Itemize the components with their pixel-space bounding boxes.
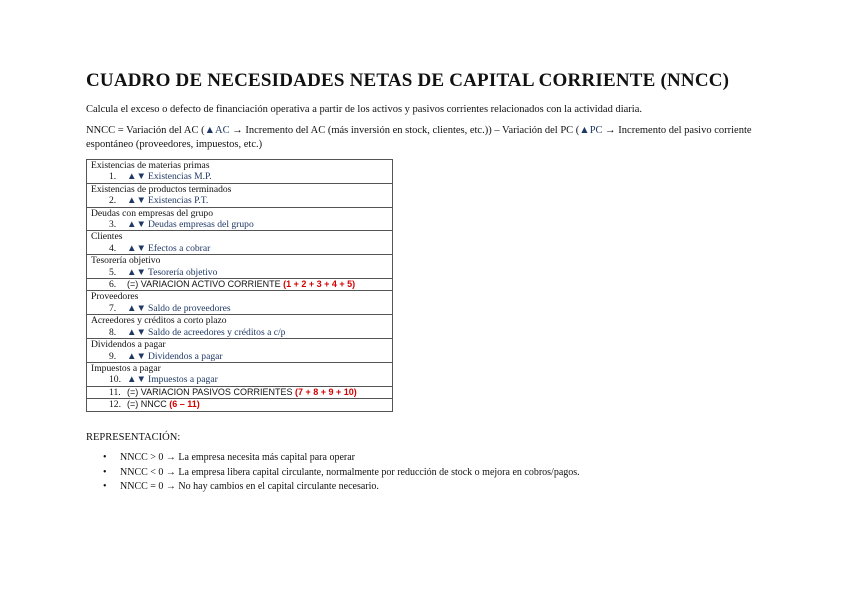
- table-row: [87, 315, 393, 339]
- up-down-arrows-icon: ▲▼: [127, 326, 146, 338]
- definition-lead: NNCC = Variación del AC (: [86, 125, 205, 136]
- row-label: (=) NNCC: [127, 399, 170, 410]
- definition-ac-text: → Incremento del AC (más inversión en stock, clientes, etc.)) – Variación del PC (: [229, 125, 580, 136]
- table-row: [87, 160, 393, 184]
- row-category: Acreedores y créditos a corto plazo: [91, 315, 227, 327]
- table-row: [87, 231, 393, 255]
- table-row: [87, 183, 393, 207]
- row-label: Impuestos a pagar: [148, 374, 218, 386]
- table-row: [87, 291, 393, 315]
- representation-list: [86, 452, 580, 496]
- row-number: 7.: [109, 302, 117, 314]
- table-row: [87, 339, 393, 363]
- list-item: [86, 481, 580, 496]
- nncc-table: [86, 159, 393, 412]
- table-row: [87, 362, 393, 386]
- row-category: Existencias de materias primas: [91, 160, 210, 171]
- row-category: Impuestos a pagar: [91, 362, 161, 374]
- row-label: (=) VARIACION PASIVOS CORRIENTES: [127, 386, 295, 397]
- row-item: [91, 243, 388, 254]
- up-down-arrows-icon: ▲▼: [127, 171, 146, 183]
- row-item: [91, 399, 388, 410]
- up-down-arrows-icon: ▲▼: [127, 195, 146, 207]
- row-number: 8.: [109, 326, 117, 338]
- row-number: 11.: [109, 386, 121, 398]
- row-label: Dividendos a pagar: [148, 350, 223, 362]
- table-cell: [87, 399, 393, 411]
- bullet-icon: •: [103, 481, 107, 492]
- table-cell: [87, 339, 393, 363]
- table-cell: [87, 291, 393, 315]
- row-number: 5.: [109, 266, 117, 278]
- page-title: CUADRO DE NECESIDADES NETAS DE CAPITAL CORRIENTE (NNCC): [86, 70, 730, 91]
- row-number: 2.: [109, 195, 117, 207]
- intro-text: Calcula el exceso o defecto de financiación operativa a partir de los activos y pasivos corrientes relacionados con la actividad diaria.: [86, 104, 642, 115]
- row-item: [91, 387, 388, 398]
- table-row: [87, 279, 393, 291]
- row-number: 10.: [109, 374, 121, 386]
- row-label: (=) VARIACION ACTIVO CORRIENTE: [127, 279, 284, 290]
- row-formula: (6 – 11): [169, 399, 200, 410]
- row-number: 4.: [109, 242, 117, 254]
- table-cell: [87, 207, 393, 231]
- row-label: Saldo de proveedores: [148, 302, 231, 314]
- row-number: 6.: [109, 279, 117, 291]
- row-number: 3.: [109, 219, 117, 231]
- pc-increase-symbol: ▲PC: [579, 125, 603, 136]
- row-label: Existencias P.T.: [148, 195, 209, 207]
- rule-zero: NNCC = 0 → No hay cambios en el capital circulante necesario.: [120, 481, 379, 492]
- table-row: [87, 399, 393, 411]
- nncc-table-body: [87, 160, 393, 412]
- row-category: Proveedores: [91, 291, 139, 303]
- row-category: Tesorería objetivo: [91, 255, 161, 267]
- table-cell: [87, 183, 393, 207]
- table-cell: [87, 362, 393, 386]
- row-item: [91, 327, 388, 338]
- row-item: [91, 219, 388, 230]
- up-down-arrows-icon: ▲▼: [127, 242, 146, 254]
- row-item: [91, 267, 388, 278]
- up-down-arrows-icon: ▲▼: [127, 219, 146, 231]
- rule-negative: NNCC < 0 → La empresa libera capital circulante, normalmente por reducción de stock o mejora en cobros/pagos.: [120, 466, 580, 478]
- row-formula: (7 + 8 + 9 + 10): [294, 386, 357, 397]
- up-down-arrows-icon: ▲▼: [127, 302, 146, 314]
- row-label: Saldo de acreedores y créditos a c/p: [148, 326, 286, 338]
- bullet-icon: •: [103, 466, 107, 478]
- row-item: [91, 195, 388, 206]
- rule-positive: NNCC > 0 → La empresa necesita más capital para operar: [120, 452, 355, 463]
- row-category: Clientes: [91, 231, 123, 243]
- table-row: [87, 207, 393, 231]
- list-item: [86, 452, 580, 467]
- up-down-arrows-icon: ▲▼: [127, 266, 146, 278]
- row-category: Dividendos a pagar: [91, 339, 166, 351]
- row-category: Existencias de productos terminados: [91, 183, 232, 195]
- list-item: [86, 467, 580, 482]
- row-item: [91, 351, 388, 362]
- row-label: Efectos a cobrar: [148, 242, 211, 254]
- up-down-arrows-icon: ▲▼: [127, 374, 146, 386]
- row-item: [91, 303, 388, 314]
- row-label: Deudas empresas del grupo: [148, 219, 254, 231]
- table-cell: [87, 386, 393, 398]
- row-label: Existencias M.P.: [148, 171, 212, 183]
- row-formula: (1 + 2 + 3 + 4 + 5): [283, 279, 356, 290]
- row-number: 1.: [109, 171, 117, 183]
- row-label: Tesorería objetivo: [148, 266, 218, 278]
- row-item: [91, 171, 388, 182]
- row-category: Deudas con empresas del grupo: [91, 207, 214, 219]
- table-row: [87, 386, 393, 398]
- representation-heading: REPRESENTACIÓN:: [86, 432, 181, 443]
- table-cell: [87, 279, 393, 291]
- definition-pc-text: → Incremento del pasivo corriente espontáneo (proveedores, impuestos, etc.): [86, 125, 752, 150]
- table-cell: [87, 160, 393, 184]
- table-row: [87, 255, 393, 279]
- row-item: [91, 279, 388, 290]
- row-number: 9.: [109, 350, 117, 362]
- table-cell: [87, 315, 393, 339]
- up-down-arrows-icon: ▲▼: [127, 350, 146, 362]
- row-number: 12.: [109, 399, 121, 411]
- table-cell: [87, 231, 393, 255]
- table-cell: [87, 255, 393, 279]
- row-item: [91, 374, 388, 385]
- bullet-icon: •: [103, 452, 107, 463]
- ac-increase-symbol: ▲AC: [204, 125, 230, 136]
- nncc-definition: [86, 124, 766, 152]
